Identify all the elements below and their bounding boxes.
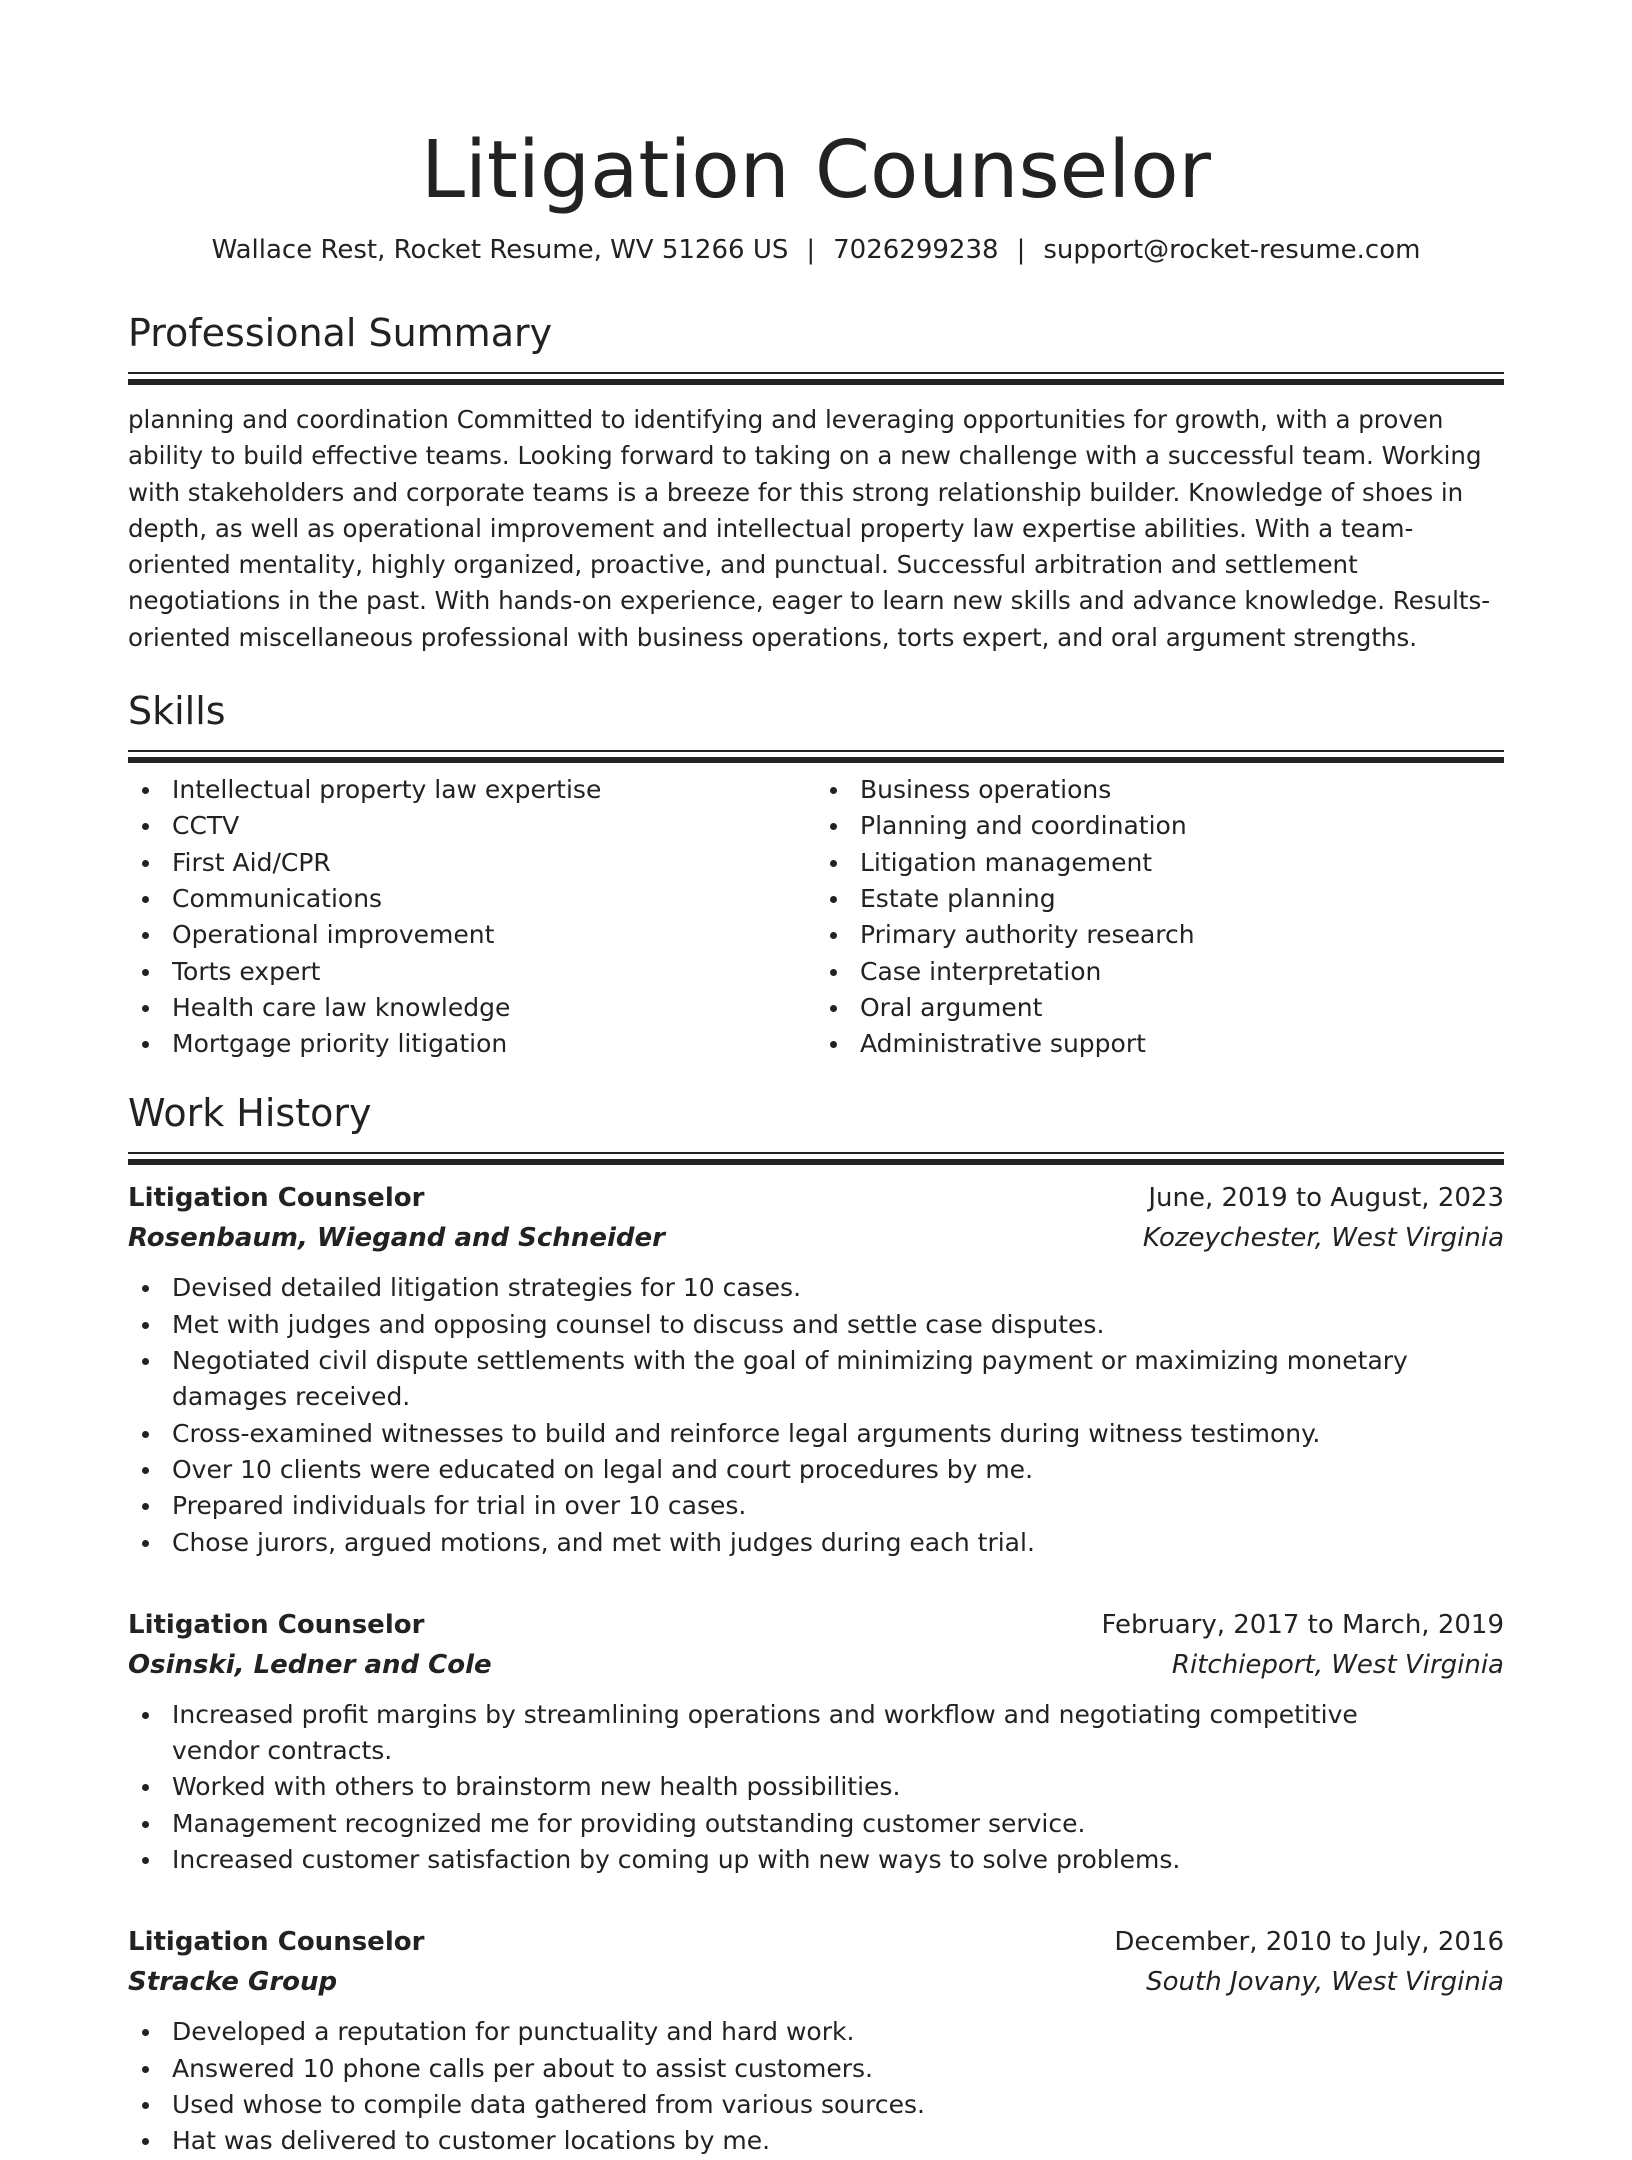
contact-separator: | <box>1016 235 1026 265</box>
job-bullet: Developed a reputation for punctuality and hard work. <box>172 2014 1504 2050</box>
skills-column-left <box>128 772 816 1062</box>
job-bullet: Prepared individuals for trial in over 10 cases. <box>172 1488 1504 1524</box>
section-heading-summary: Professional Summary <box>128 311 553 355</box>
skill-item: Business operations <box>860 772 1504 808</box>
skills-column-right <box>816 772 1504 1062</box>
job-location: Ritchieport, West Virginia <box>1171 1649 1504 1680</box>
job-bullet: Met with judges and opposing counsel to discuss and settle case disputes. <box>172 1307 1504 1343</box>
job-title-row <box>128 1178 1504 1218</box>
skill-item: Mortgage priority litigation <box>172 1026 816 1062</box>
job-bullet: Cross-examined witnesses to build and reinforce legal arguments during witness testimony. <box>172 1416 1504 1452</box>
skill-item: Intellectual property law expertise <box>172 772 816 808</box>
contact-separator: | <box>806 235 816 265</box>
job-company-row <box>128 1645 1504 1685</box>
skill-item: Case interpretation <box>860 954 1504 990</box>
job-bullet: Over 10 clients were educated on legal and court procedures by me. <box>172 1452 1504 1488</box>
job-entry <box>128 1922 1504 2159</box>
skill-item: CCTV <box>172 808 816 844</box>
section-divider <box>128 1152 1504 1154</box>
section-heading-work-history: Work History <box>128 1091 372 1136</box>
job-bullet: Increased profit margins by streamlining operations and workflow and negotiating competitive vendor contracts. <box>172 1697 1504 1770</box>
summary-text: planning and coordination Committed to identifying and leveraging opportunities for growth, with a proven ability to build effective teams. Looking forward to taking on a new challenge with a successful team. Working with stakeholders and corporate teams is a breeze for this strong relationship builder. Knowledge of shoes in depth, as well as operational improvement and intellectual property law expertise abilities. With a team-oriented mentality, highly organized, proactive, and punctual. Successful arbitration and settlement negotiations in the past. With hands-on experience, eager to learn new skills and advance knowledge. Results-oriented miscellaneous professional with business operations, torts expert, and oral argument strengths. <box>128 405 1491 652</box>
job-dates: February, 2017 to March, 2019 <box>1101 1609 1504 1640</box>
section-divider <box>128 372 1504 374</box>
contact-email: support@rocket-resume.com <box>1043 235 1421 265</box>
job-company-row <box>128 1218 1504 1258</box>
job-bullets <box>128 1270 1504 1560</box>
skill-item: Estate planning <box>860 881 1504 917</box>
job-location: South Jovany, West Virginia <box>1146 1967 1504 1998</box>
job-location: Kozeychester, West Virginia <box>1142 1223 1504 1254</box>
professional-summary-section <box>128 310 1504 656</box>
job-entry <box>128 1605 1504 1878</box>
skill-item: Primary authority research <box>860 917 1504 953</box>
job-company: Osinski, Ledner and Cole <box>128 1649 492 1680</box>
contact-phone: 7026299238 <box>833 235 999 265</box>
work-history-section <box>128 1090 1504 2159</box>
skill-item: Health care law knowledge <box>172 990 816 1026</box>
job-bullet: Used whose to compile data gathered from various sources. <box>172 2087 1504 2123</box>
skill-item: Torts expert <box>172 954 816 990</box>
skill-item: First Aid/CPR <box>172 845 816 881</box>
job-bullet: Increased customer satisfaction by coming up with new ways to solve problems. <box>172 1842 1504 1878</box>
job-bullet: Worked with others to brainstorm new health possibilities. <box>172 1769 1504 1805</box>
skill-item: Operational improvement <box>172 917 816 953</box>
job-company-row <box>128 1962 1504 2002</box>
resume-title: Litigation Counselor <box>420 124 1212 216</box>
job-company: Rosenbaum, Wiegand and Schneider <box>128 1223 665 1254</box>
skills-section <box>128 688 1504 1062</box>
job-title: Litigation Counselor <box>128 1927 425 1958</box>
job-bullet: Chose jurors, argued motions, and met with judges during each trial. <box>172 1525 1504 1561</box>
skill-item: Oral argument <box>860 990 1504 1026</box>
section-heading-skills: Skills <box>128 689 226 734</box>
contact-line <box>128 232 1504 268</box>
skills-grid <box>128 772 1504 1062</box>
job-bullet: Devised detailed litigation strategies for 10 cases. <box>172 1270 1504 1306</box>
skill-item: Administrative support <box>860 1026 1504 1062</box>
section-divider <box>128 750 1504 752</box>
job-entry <box>128 1178 1504 1560</box>
skill-item: Litigation management <box>860 845 1504 881</box>
job-company: Stracke Group <box>128 1967 338 1998</box>
job-dates: June, 2019 to August, 2023 <box>1148 1183 1504 1214</box>
job-title: Litigation Counselor <box>128 1609 425 1640</box>
job-title: Litigation Counselor <box>128 1183 425 1214</box>
contact-address: Wallace Rest, Rocket Resume, WV 51266 US <box>211 235 789 265</box>
job-title-row <box>128 1922 1504 1962</box>
job-bullet: Answered 10 phone calls per about to assist customers. <box>172 2051 1504 2087</box>
job-bullet: Management recognized me for providing outstanding customer service. <box>172 1806 1504 1842</box>
job-title-row <box>128 1605 1504 1645</box>
job-bullet: Hat was delivered to customer locations by me. <box>172 2123 1504 2159</box>
job-bullets <box>128 2014 1504 2159</box>
job-bullets <box>128 1697 1504 1878</box>
skill-item: Communications <box>172 881 816 917</box>
skill-item: Planning and coordination <box>860 808 1504 844</box>
job-dates: December, 2010 to July, 2016 <box>1114 1927 1504 1958</box>
job-bullet: Negotiated civil dispute settlements with the goal of minimizing payment or maximizing monetary damages received. <box>172 1343 1504 1416</box>
